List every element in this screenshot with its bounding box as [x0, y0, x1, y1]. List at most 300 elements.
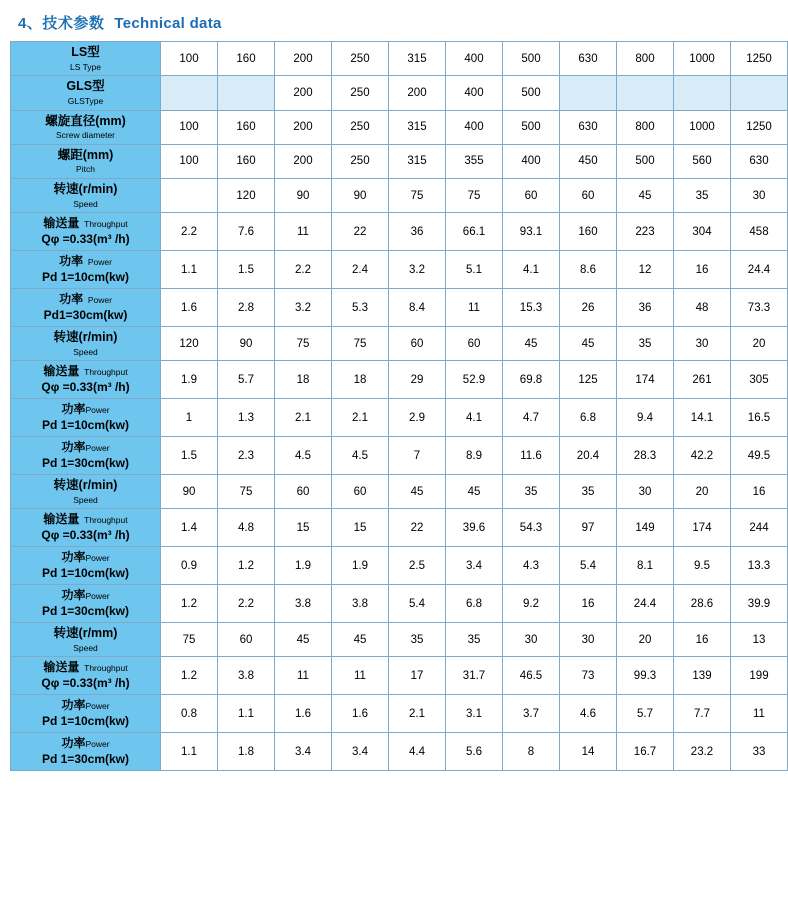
table-cell: 1250: [731, 110, 788, 144]
table-cell: 4.1: [503, 251, 560, 289]
table-cell: 4.7: [503, 399, 560, 437]
table-cell: 15: [275, 509, 332, 547]
row-label: [11, 179, 161, 213]
table-cell: 11: [275, 213, 332, 251]
row-label: [11, 733, 161, 771]
table-cell: 6.8: [446, 585, 503, 623]
table-cell: 3.4: [332, 733, 389, 771]
table-row: [11, 327, 788, 361]
row-label-en: Throughput: [79, 515, 128, 526]
table-cell: 66.1: [446, 213, 503, 251]
table-cell: 160: [560, 213, 617, 251]
table-cell: 46.5: [503, 657, 560, 695]
table-cell: 75: [332, 327, 389, 361]
row-label-cn: 功率: [61, 736, 86, 751]
row-label-en: Speed: [73, 642, 98, 653]
table-cell: 2.4: [332, 251, 389, 289]
table-cell: [218, 76, 275, 110]
table-cell: 458: [731, 213, 788, 251]
row-label-line2: Qφ =0.33(m³ /h): [41, 232, 130, 247]
table-cell: 200: [275, 110, 332, 144]
table-cell: 200: [389, 76, 446, 110]
row-label-line1: [13, 698, 158, 714]
row-label: [11, 657, 161, 695]
page-title-en: Technical data: [114, 15, 222, 32]
row-label: [11, 327, 161, 361]
table-cell: 9.2: [503, 585, 560, 623]
table-cell: 33: [731, 733, 788, 771]
table-cell: 2.1: [275, 399, 332, 437]
row-label: [11, 76, 161, 110]
row-label-en: Throughput: [79, 367, 128, 378]
table-cell: 36: [617, 289, 674, 327]
table-cell: 75: [275, 327, 332, 361]
row-label-line2: Pd 1=10cm(kw): [41, 714, 130, 729]
row-label-line2: Pd 1=10cm(kw): [41, 418, 130, 433]
table-cell: 2.2: [161, 213, 218, 251]
table-cell: 20: [674, 475, 731, 509]
table-cell: 3.2: [275, 289, 332, 327]
row-label-cn: 输送量: [43, 660, 80, 675]
table-cell: 2.8: [218, 289, 275, 327]
table-cell: 11: [275, 657, 332, 695]
row-label-cn: 输送量: [43, 364, 80, 379]
table-cell: 1.6: [275, 695, 332, 733]
table-cell: 18: [275, 361, 332, 399]
table-cell: 24.4: [731, 251, 788, 289]
table-cell: 1.2: [161, 657, 218, 695]
row-label-cn: 转速(r/mm): [53, 626, 118, 641]
table-cell: 560: [674, 144, 731, 178]
row-label-en: Throughput: [79, 219, 128, 230]
table-cell: 1250: [731, 42, 788, 76]
table-cell: 14.1: [674, 399, 731, 437]
table-cell: 60: [503, 179, 560, 213]
table-cell: 160: [218, 42, 275, 76]
table-cell: 75: [218, 475, 275, 509]
table-cell: 9.5: [674, 547, 731, 585]
table-row: [11, 42, 788, 76]
row-label-en: Pitch: [76, 164, 95, 175]
table-cell: 35: [617, 327, 674, 361]
table-cell: 30: [674, 327, 731, 361]
table-cell: 8.9: [446, 437, 503, 475]
row-label-cn: 功率: [61, 550, 86, 565]
table-cell: 1.5: [218, 251, 275, 289]
table-cell: 800: [617, 110, 674, 144]
table-cell: 630: [560, 110, 617, 144]
table-cell: 2.2: [218, 585, 275, 623]
table-row: [11, 76, 788, 110]
table-cell: 355: [446, 144, 503, 178]
table-cell: 1.2: [161, 585, 218, 623]
table-cell: 97: [560, 509, 617, 547]
table-cell: 39.6: [446, 509, 503, 547]
row-label-line2: Pd 1=10cm(kw): [41, 270, 130, 285]
table-cell: 5.7: [218, 361, 275, 399]
table-cell: 13.3: [731, 547, 788, 585]
table-cell: 90: [275, 179, 332, 213]
table-cell: 2.1: [332, 399, 389, 437]
table-cell: 35: [446, 623, 503, 657]
table-cell: 1.8: [218, 733, 275, 771]
row-label-cn: 螺旋直径(mm): [45, 113, 126, 128]
table-cell: 35: [674, 179, 731, 213]
table-cell: 17: [389, 657, 446, 695]
table-cell: 304: [674, 213, 731, 251]
table-cell: 315: [389, 42, 446, 76]
table-cell: 31.7: [446, 657, 503, 695]
row-label-cn: 功率: [61, 402, 86, 417]
row-label-en: Power: [85, 553, 110, 564]
table-cell: 1.3: [218, 399, 275, 437]
table-cell: 400: [446, 42, 503, 76]
table-cell: 8.1: [617, 547, 674, 585]
table-cell: 7.6: [218, 213, 275, 251]
row-label-en: Speed: [73, 346, 98, 357]
table-cell: 28.6: [674, 585, 731, 623]
table-cell: 16.5: [731, 399, 788, 437]
row-label-en: Speed: [73, 494, 98, 505]
table-cell: 400: [446, 110, 503, 144]
table-row: [11, 657, 788, 695]
row-label-line1: [13, 254, 158, 270]
table-cell: 3.1: [446, 695, 503, 733]
row-label-cn: 输送量: [43, 216, 80, 231]
table-cell: 52.9: [446, 361, 503, 399]
table-cell: 45: [275, 623, 332, 657]
table-cell: 500: [503, 42, 560, 76]
row-label-cn: 功率: [61, 440, 86, 455]
table-cell: 4.5: [275, 437, 332, 475]
table-row: [11, 509, 788, 547]
row-label: [11, 251, 161, 289]
row-label-cn: 转速(r/min): [53, 330, 118, 345]
row-label-line2: Qφ =0.33(m³ /h): [41, 380, 130, 395]
table-cell: 3.7: [503, 695, 560, 733]
table-row: [11, 110, 788, 144]
table-cell: 2.1: [389, 695, 446, 733]
row-label-cn: 转速(r/min): [53, 478, 118, 493]
table-cell: 18: [332, 361, 389, 399]
row-label-line2: Pd1=30cm(kw): [43, 308, 128, 323]
row-label: [11, 361, 161, 399]
row-label-en: GLSType: [67, 95, 104, 106]
table-cell: 250: [332, 76, 389, 110]
table-cell: 5.4: [560, 547, 617, 585]
table-cell: 1: [161, 399, 218, 437]
table-cell: 22: [332, 213, 389, 251]
table-cell: 1000: [674, 110, 731, 144]
table-cell: 1000: [674, 42, 731, 76]
table-cell: 1.2: [218, 547, 275, 585]
row-label-cn: 转速(r/min): [53, 182, 118, 196]
row-label-line1: [13, 588, 158, 604]
table-cell: 223: [617, 213, 674, 251]
row-label-cn: LS型: [71, 45, 100, 59]
table-cell: 1.9: [275, 547, 332, 585]
table-cell: 1.1: [161, 251, 218, 289]
table-cell: 200: [275, 76, 332, 110]
table-cell: 500: [503, 76, 560, 110]
row-label-line1: [13, 292, 158, 308]
table-cell: 8.6: [560, 251, 617, 289]
row-label-cn: 功率: [61, 698, 86, 713]
row-label-line1: [13, 216, 158, 232]
table-row: [11, 695, 788, 733]
table-cell: 630: [560, 42, 617, 76]
table-cell: 39.9: [731, 585, 788, 623]
row-label-line1: [13, 550, 158, 566]
row-label-en: Power: [83, 257, 112, 268]
table-cell: 28.3: [617, 437, 674, 475]
table-cell: 120: [161, 327, 218, 361]
table-cell: 261: [674, 361, 731, 399]
table-cell: 90: [218, 327, 275, 361]
table-cell: 120: [218, 179, 275, 213]
table-cell: 35: [503, 475, 560, 509]
row-label-line2: Pd 1=10cm(kw): [41, 566, 130, 581]
row-label: [11, 110, 161, 144]
row-label: [11, 289, 161, 327]
row-label-en: Power: [83, 295, 112, 306]
row-label-cn: 输送量: [43, 512, 80, 527]
table-cell: 30: [731, 179, 788, 213]
table-cell: 26: [560, 289, 617, 327]
table-cell: 30: [560, 623, 617, 657]
table-cell: 149: [617, 509, 674, 547]
row-label-line1: [13, 660, 158, 676]
table-cell: 244: [731, 509, 788, 547]
table-cell: 1.4: [161, 509, 218, 547]
row-label: [11, 695, 161, 733]
row-label: [11, 623, 161, 657]
table-cell: 3.8: [332, 585, 389, 623]
table-cell: 3.4: [446, 547, 503, 585]
row-label-line1: [13, 512, 158, 528]
table-row: [11, 733, 788, 771]
table-cell: 139: [674, 657, 731, 695]
table-cell: 6.8: [560, 399, 617, 437]
table-row: [11, 289, 788, 327]
table-cell: [617, 76, 674, 110]
table-row: [11, 361, 788, 399]
row-label-line2: Qφ =0.33(m³ /h): [41, 676, 130, 691]
row-label-line2: Pd 1=30cm(kw): [41, 604, 130, 619]
table-cell: 45: [446, 475, 503, 509]
row-label-en: Power: [85, 591, 110, 602]
table-cell: 49.5: [731, 437, 788, 475]
row-label-cn: 功率: [61, 588, 86, 603]
table-cell: 400: [446, 76, 503, 110]
table-cell: 90: [161, 475, 218, 509]
technical-data-table: [10, 41, 788, 771]
row-label-en: Throughput: [79, 663, 128, 674]
table-cell: 45: [560, 327, 617, 361]
table-cell: 99.3: [617, 657, 674, 695]
table-cell: 160: [218, 144, 275, 178]
row-label: [11, 509, 161, 547]
table-cell: [161, 76, 218, 110]
table-cell: 1.6: [161, 289, 218, 327]
table-cell: 11.6: [503, 437, 560, 475]
table-cell: 29: [389, 361, 446, 399]
table-cell: 100: [161, 110, 218, 144]
table-row: [11, 585, 788, 623]
table-cell: 45: [332, 623, 389, 657]
table-cell: 73: [560, 657, 617, 695]
table-cell: 174: [617, 361, 674, 399]
table-cell: 200: [275, 42, 332, 76]
table-cell: 20.4: [560, 437, 617, 475]
table-cell: 48: [674, 289, 731, 327]
table-cell: 400: [503, 144, 560, 178]
table-cell: 93.1: [503, 213, 560, 251]
table-cell: 315: [389, 110, 446, 144]
table-row: [11, 179, 788, 213]
table-cell: 1.1: [218, 695, 275, 733]
table-row: [11, 475, 788, 509]
row-label: [11, 399, 161, 437]
table-cell: 5.7: [617, 695, 674, 733]
row-label-en: Power: [85, 701, 110, 712]
table-cell: 42.2: [674, 437, 731, 475]
table-cell: 30: [503, 623, 560, 657]
table-cell: 3.8: [275, 585, 332, 623]
row-label: [11, 585, 161, 623]
table-cell: 2.3: [218, 437, 275, 475]
table-cell: 160: [218, 110, 275, 144]
table-cell: 22: [389, 509, 446, 547]
table-cell: 60: [389, 327, 446, 361]
table-cell: 54.3: [503, 509, 560, 547]
table-cell: 3.4: [275, 733, 332, 771]
row-label: [11, 475, 161, 509]
table-cell: 7.7: [674, 695, 731, 733]
table-cell: 8: [503, 733, 560, 771]
table-cell: 16: [560, 585, 617, 623]
table-cell: 1.6: [332, 695, 389, 733]
row-label: [11, 547, 161, 585]
table-cell: 1.9: [332, 547, 389, 585]
row-label-cn: 功率: [59, 292, 84, 307]
table-cell: 305: [731, 361, 788, 399]
table-cell: 1.5: [161, 437, 218, 475]
table-cell: 5.4: [389, 585, 446, 623]
table-cell: 20: [731, 327, 788, 361]
table-cell: 5.6: [446, 733, 503, 771]
table-cell: 75: [389, 179, 446, 213]
row-label-en: Power: [85, 739, 110, 750]
table-cell: 15: [332, 509, 389, 547]
table-cell: 4.5: [332, 437, 389, 475]
table-cell: 500: [617, 144, 674, 178]
table-cell: 3.2: [389, 251, 446, 289]
table-cell: 16: [674, 623, 731, 657]
table-cell: 199: [731, 657, 788, 695]
table-row: [11, 144, 788, 178]
table-row: [11, 399, 788, 437]
row-label-cn: GLS型: [66, 79, 105, 94]
table-cell: 20: [617, 623, 674, 657]
row-label-line1: [13, 736, 158, 752]
table-cell: 5.3: [332, 289, 389, 327]
table-cell: 4.1: [446, 399, 503, 437]
table-cell: 0.9: [161, 547, 218, 585]
table-cell: 174: [674, 509, 731, 547]
row-label-line1: [13, 440, 158, 456]
table-cell: 45: [617, 179, 674, 213]
table-cell: 23.2: [674, 733, 731, 771]
page-title: [10, 8, 731, 41]
table-cell: 1.9: [161, 361, 218, 399]
table-cell: 16: [674, 251, 731, 289]
table-cell: 45: [389, 475, 446, 509]
table-cell: 3.8: [218, 657, 275, 695]
table-cell: 125: [560, 361, 617, 399]
table-cell: 13: [731, 623, 788, 657]
table-row: [11, 251, 788, 289]
row-label-line2: Pd 1=30cm(kw): [41, 456, 130, 471]
table-row: [11, 213, 788, 251]
table-cell: 45: [503, 327, 560, 361]
row-label-en: Power: [85, 443, 110, 454]
table-cell: 100: [161, 42, 218, 76]
table-cell: 315: [389, 144, 446, 178]
table-cell: 8.4: [389, 289, 446, 327]
row-label-line2: Pd 1=30cm(kw): [41, 752, 130, 767]
table-cell: 60: [332, 475, 389, 509]
row-label: [11, 437, 161, 475]
table-cell: [731, 76, 788, 110]
table-cell: 60: [446, 327, 503, 361]
row-label-line1: [13, 364, 158, 380]
table-cell: 16: [731, 475, 788, 509]
table-cell: [560, 76, 617, 110]
table-cell: 35: [389, 623, 446, 657]
table-cell: 630: [731, 144, 788, 178]
row-label-cn: 螺距(mm): [57, 147, 114, 162]
table-cell: 450: [560, 144, 617, 178]
table-cell: 11: [332, 657, 389, 695]
table-cell: 250: [332, 42, 389, 76]
table-cell: 9.4: [617, 399, 674, 437]
table-cell: 11: [731, 695, 788, 733]
table-cell: 75: [446, 179, 503, 213]
table-row: [11, 623, 788, 657]
table-cell: 4.6: [560, 695, 617, 733]
table-cell: 12: [617, 251, 674, 289]
table-cell: 60: [275, 475, 332, 509]
table-cell: 36: [389, 213, 446, 251]
table-cell: 2.5: [389, 547, 446, 585]
row-label-cn: 功率: [59, 254, 84, 269]
table-cell: 4.3: [503, 547, 560, 585]
table-cell: 35: [560, 475, 617, 509]
table-cell: [674, 76, 731, 110]
table-cell: 30: [617, 475, 674, 509]
row-label: [11, 42, 161, 76]
table-row: [11, 437, 788, 475]
table-cell: 500: [503, 110, 560, 144]
table-cell: 69.8: [503, 361, 560, 399]
table-cell: 11: [446, 289, 503, 327]
table-cell: 24.4: [617, 585, 674, 623]
table-cell: 73.3: [731, 289, 788, 327]
table-cell: 60: [218, 623, 275, 657]
table-cell: 100: [161, 144, 218, 178]
table-cell: 4.4: [389, 733, 446, 771]
